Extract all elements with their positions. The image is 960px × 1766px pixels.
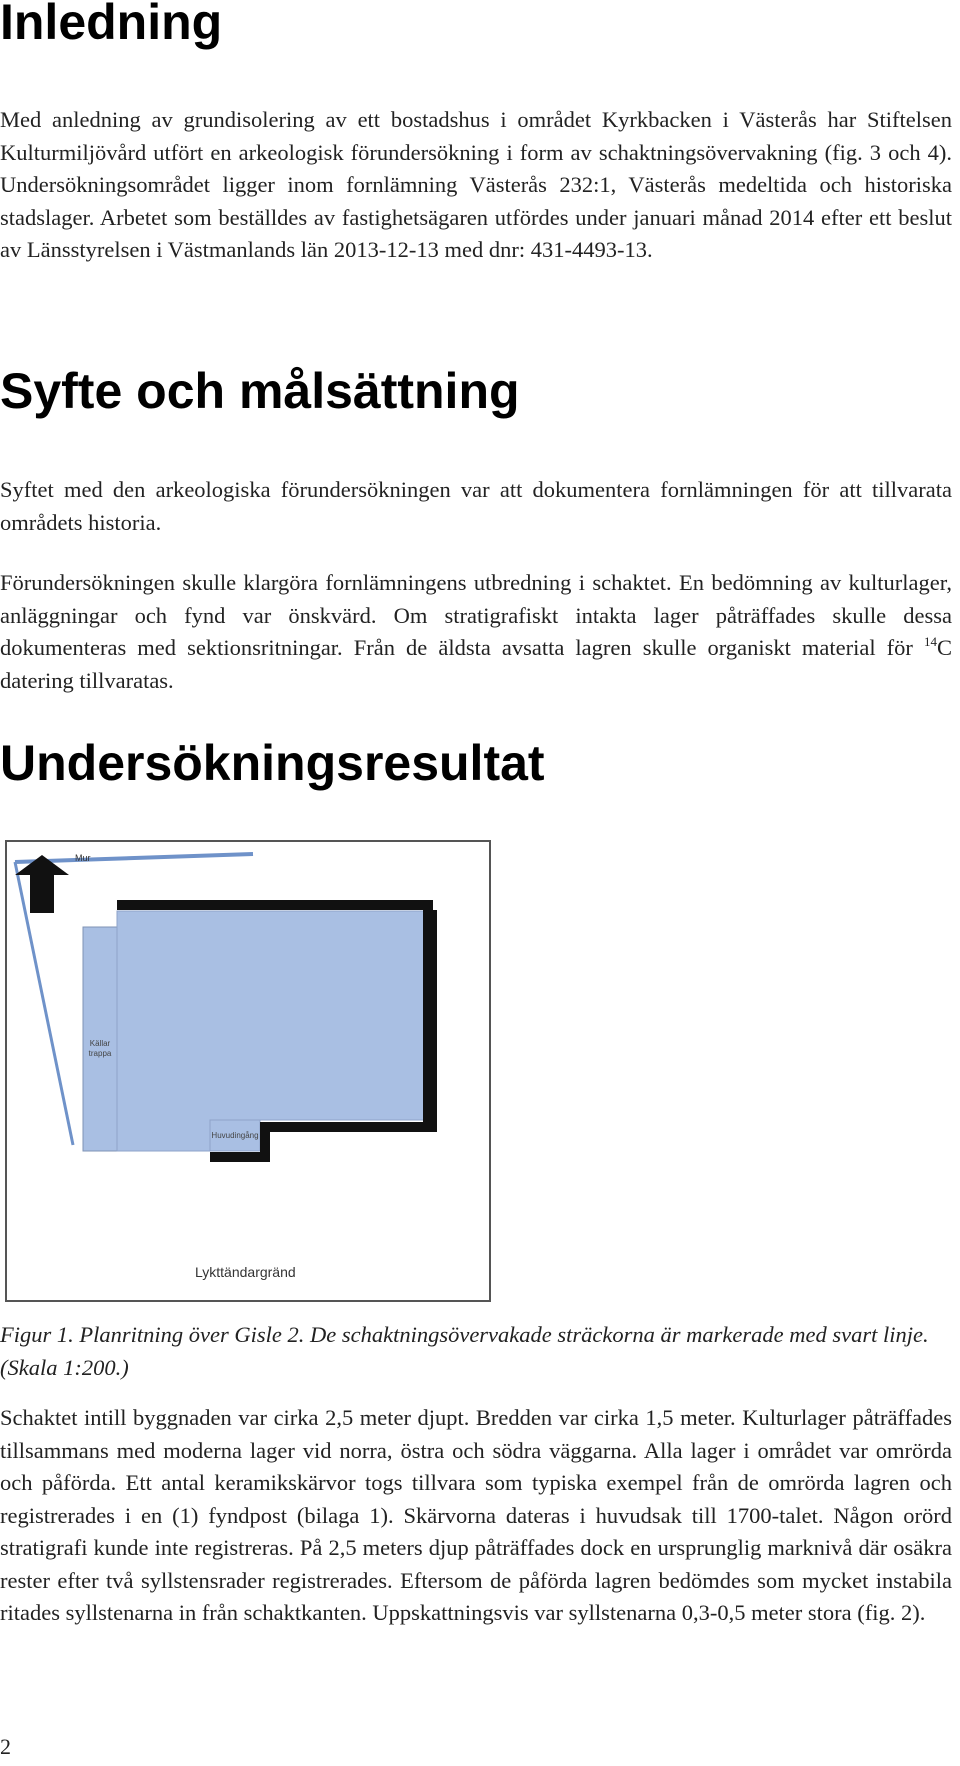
- aim-text-2b: C datering tillvaratas.: [0, 635, 952, 693]
- aim-paragraph-2: [0, 567, 952, 697]
- cellar-stairs-label-1: Källar: [89, 1039, 111, 1048]
- wall-label: Mur: [75, 853, 91, 863]
- figure-caption: Figur 1. Planritning över Gisle 2. De schaktningsövervakade sträckorna är markerade med svart linje. (Skala 1:200.): [0, 1322, 929, 1380]
- intro-paragraph: [0, 104, 952, 267]
- page-number: 2: [0, 1734, 11, 1759]
- trench-east: [423, 910, 437, 1132]
- building-footprint: [117, 911, 429, 1151]
- aim-text-2a: Förundersökningen skulle klargöra fornlämningens utbredning i schaktet. En bedömning av kulturlager, anläggningar och fynd var önskvärd. Om stratigrafiskt intakta lager påträffades skulle dessa dokumenteras med sektionsritningar. Från de äldsta avsatta lagren skulle organiskt material för: [0, 570, 952, 660]
- site-plan-figure: [5, 840, 491, 1302]
- aim-text-1: Syftet med den arkeologiska förundersökningen var att dokumentera fornlämningen för att tillvarata områdets historia.: [0, 477, 952, 535]
- heading-syfte: Syfte och målsättning: [0, 363, 520, 419]
- cellar-stairs-label-2: trappa: [88, 1049, 112, 1058]
- heading-resultat: Undersökningsresultat: [0, 735, 545, 791]
- aim-paragraph-1: [0, 474, 952, 539]
- heading-inledning: Inledning: [0, 0, 223, 50]
- entrance-label: Huvudingång: [211, 1131, 259, 1140]
- street-label: Lykttändargränd: [195, 1264, 296, 1280]
- isotope-superscript: 14: [923, 634, 937, 649]
- intro-text: Med anledning av grundisolering av ett bostadshus i området Kyrkbacken i Västerås har Stiftelsen Kulturmiljövård utfört en arkeologisk förundersökning i form av schaktningsövervakning (fig. 3 och 4). Undersökningsområdet ligger inom fornlämning Västerås 232:1, Västerås medeltida och historiska stadslager. Arbetet som beställdes av fastighetsägaren utfördes under januari månad 2014 efter ett beslut av Länsstyrelsen i Västmanlands län 2013-12-13 med dnr: 431-4493-13.: [0, 107, 952, 262]
- results-text: Schaktet intill byggnaden var cirka 2,5 meter djupt. Bredden var cirka 1,5 meter. Kulturlager påträffades tillsammans med moderna lager vid norra, östra och södra väggarna. Alla lager i området var omrörda och påförda. Ett antal keramikskärvor togs tillvara som typiska exempel från de omrörda lagren och registrerades i en (1) fyndpost (bilaga 1). Skärvorna dateras i huvudsak till 1700-talet. Någon orörd stratigrafi kunde inte registreras. På 2,5 meters djup påträffades dock en ursprunglig marknivå där osäkra rester efter två syllstensrader registrerades. Eftersom de påförda lagren bedömdes som mycket instabila ritades syllstenarna in från schaktkanten. Uppskattningsvis var syllstenarna 0,3-0,5 meter stora (fig. 2).: [0, 1405, 952, 1625]
- results-paragraph: [0, 1402, 952, 1630]
- site-plan-drawing: [5, 840, 491, 1302]
